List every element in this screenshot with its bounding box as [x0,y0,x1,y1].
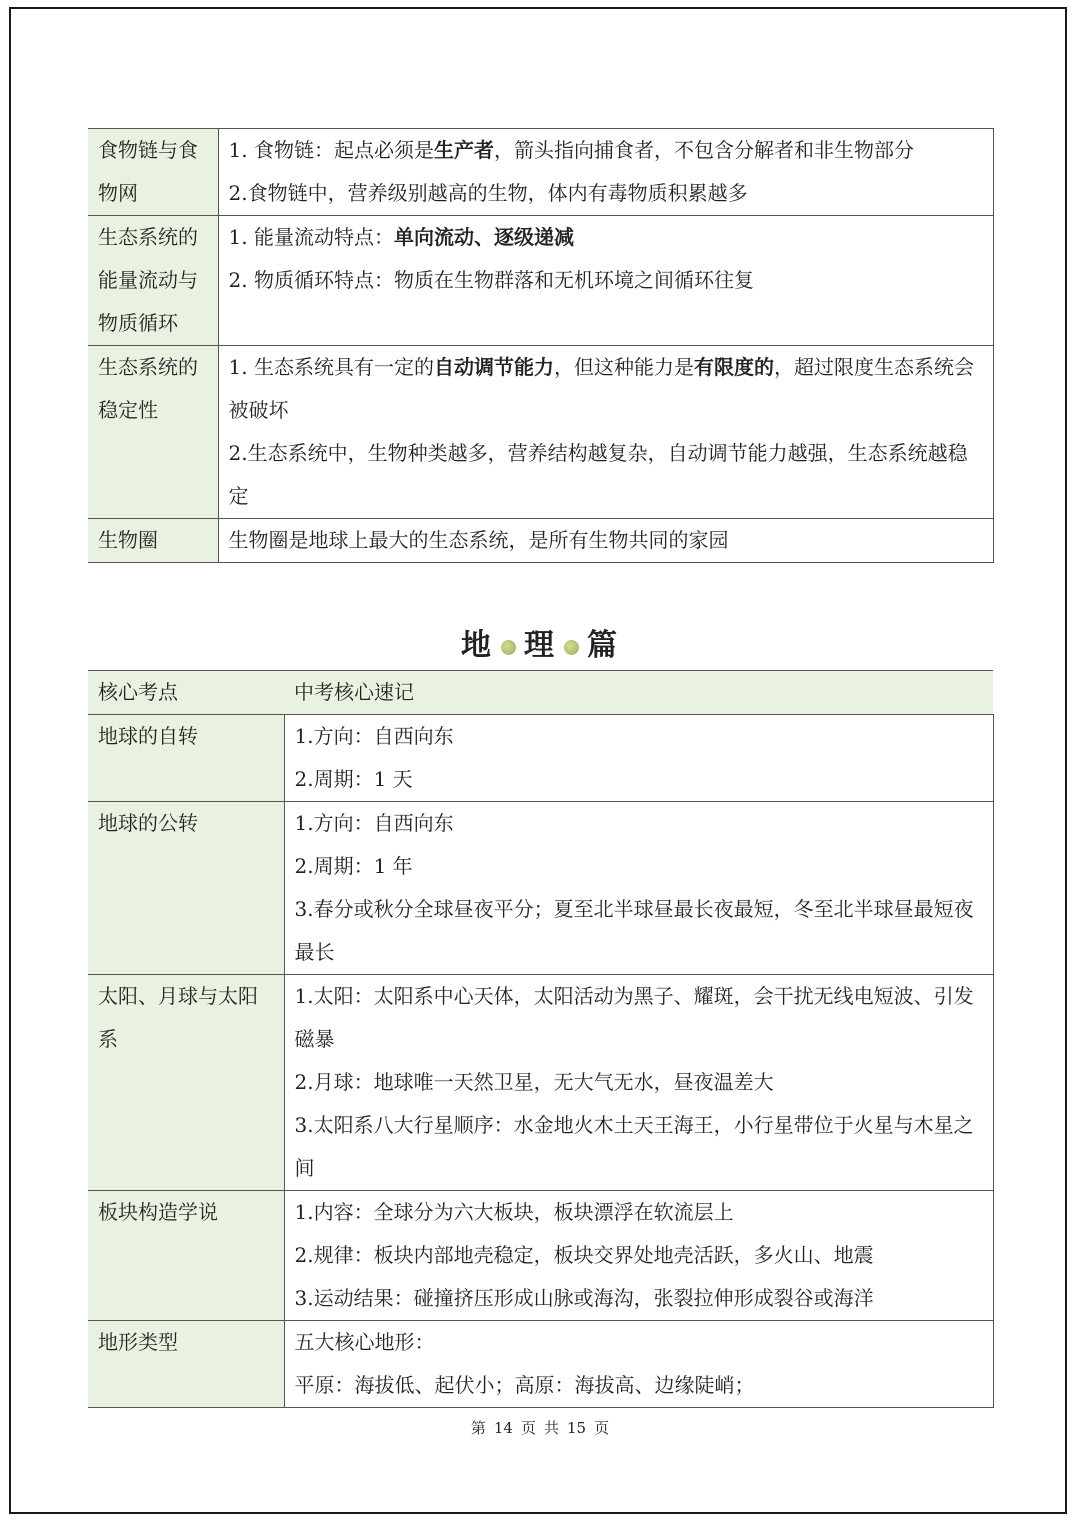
row-key: 太阳、月球与太阳系 [88,975,284,1191]
content-line [295,758,983,801]
content-line [295,1364,983,1407]
text: 1. 能量流动特点： [228,225,394,249]
content-line [229,259,983,302]
text: 2.月球：地球唯一天然卫星，无大气无水，昼夜温差大 [294,1070,774,1094]
content-line [295,888,983,974]
text: ，箭头指向捕食者，不包含分解者和非生物部分 [493,138,914,162]
content-line [229,129,983,172]
content-line [295,1061,983,1104]
text: 1.太阳：太阳系中心天体，太阳活动为黑子、耀斑，会干扰无线电短波、引发磁暴 [294,984,974,1051]
row-content [218,346,993,519]
row-key: 生物圈 [88,519,218,563]
table-row [88,1191,993,1321]
table-row [88,1321,993,1408]
row-key: 食物链与食物网 [88,129,218,216]
row-key: 生态系统的能量流动与物质循环 [88,216,218,346]
bold-text: 单向流动、逐级递减 [393,225,574,249]
table-row [88,519,993,563]
row-key: 板块构造学说 [88,1191,284,1321]
row-content [284,975,993,1191]
row-content [284,802,993,975]
page-number: 14 [493,1419,513,1437]
content-line [295,715,983,758]
geography-table [88,670,994,1408]
section-title-geography: 地 理 篇 [461,628,619,663]
text: 生物圈是地球上最大的生态系统，是所有生物共同的家园 [228,528,729,552]
content-line [229,172,983,215]
row-key: 地形类型 [88,1321,284,1408]
table-row [88,346,993,519]
table-row [88,802,993,975]
title-dot-icon [501,640,516,655]
text: 1.方向：自西向东 [294,724,454,748]
text: 平原：海拔低、起伏小；高原：海拔高、边缘陡峭； [294,1373,755,1397]
row-key: 地球的公转 [88,802,284,975]
header-content: 中考核心速记 [284,671,993,715]
content-line [295,1191,983,1234]
row-content [218,216,993,346]
text: 2.规律：板块内部地壳稳定，板块交界处地壳活跃，多火山、地震 [294,1243,874,1267]
row-content [218,129,993,216]
content-line [295,975,983,1061]
table-row [88,715,993,802]
row-content [284,1321,993,1408]
page-footer: 第 14 页 共 15 页 [470,1419,610,1437]
row-key: 地球的自转 [88,715,284,802]
content-line [295,1104,983,1190]
total-pages: 15 [567,1419,587,1437]
text: 1.方向：自西向东 [294,811,454,835]
bold-text: 有限度的 [693,355,774,379]
content-line [295,1234,983,1277]
bold-text: 自动调节能力 [433,355,554,379]
text: 2.周期：1 年 [294,854,413,878]
text: 2.周期：1 天 [294,767,413,791]
table-header-row [88,671,993,715]
bold-text: 生产者 [433,138,494,162]
text: ，但这种能力是 [553,355,694,379]
text: 2.食物链中，营养级别越高的生物，体内有毒物质积累越多 [228,181,748,205]
table-row [88,216,993,346]
text: 1. 食物链：起点必须是 [228,138,434,162]
content-line [295,802,983,845]
content-line [295,1277,983,1320]
text: ，超过限度生态系统会被破坏 [228,355,974,422]
row-content [218,519,993,563]
text: 2.生态系统中，生物种类越多，营养结构越复杂，自动调节能力越强，生态系统越稳定 [228,441,968,508]
header-key: 核心考点 [88,671,284,715]
row-content [284,715,993,802]
row-content [284,1191,993,1321]
content-line [295,1321,983,1364]
text: 3.春分或秋分全球昼夜平分；夏至北半球昼最长夜最短，冬至北半球昼最短夜最长 [294,897,974,964]
text: 3.太阳系八大行星顺序：水金地火木土天王海王，小行星带位于火星与木星之间 [294,1113,974,1180]
text: 1. 生态系统具有一定的 [228,355,434,379]
content-line [229,346,983,432]
text: 3.运动结果：碰撞挤压形成山脉或海沟，张裂拉伸形成裂谷或海洋 [294,1286,874,1310]
content-line [229,519,983,562]
text: 1.内容：全球分为六大板块，板块漂浮在软流层上 [294,1200,734,1224]
text: 五大核心地形： [294,1330,435,1354]
content-line [229,216,983,259]
table-row [88,975,993,1191]
biology-table [88,128,994,563]
content-line [295,845,983,888]
content-line [229,432,983,518]
row-key: 生态系统的稳定性 [88,346,218,519]
text: 2. 物质循环特点：物质在生物群落和无机环境之间循环往复 [228,268,754,292]
title-dot-icon [564,640,579,655]
table-row [88,129,993,216]
